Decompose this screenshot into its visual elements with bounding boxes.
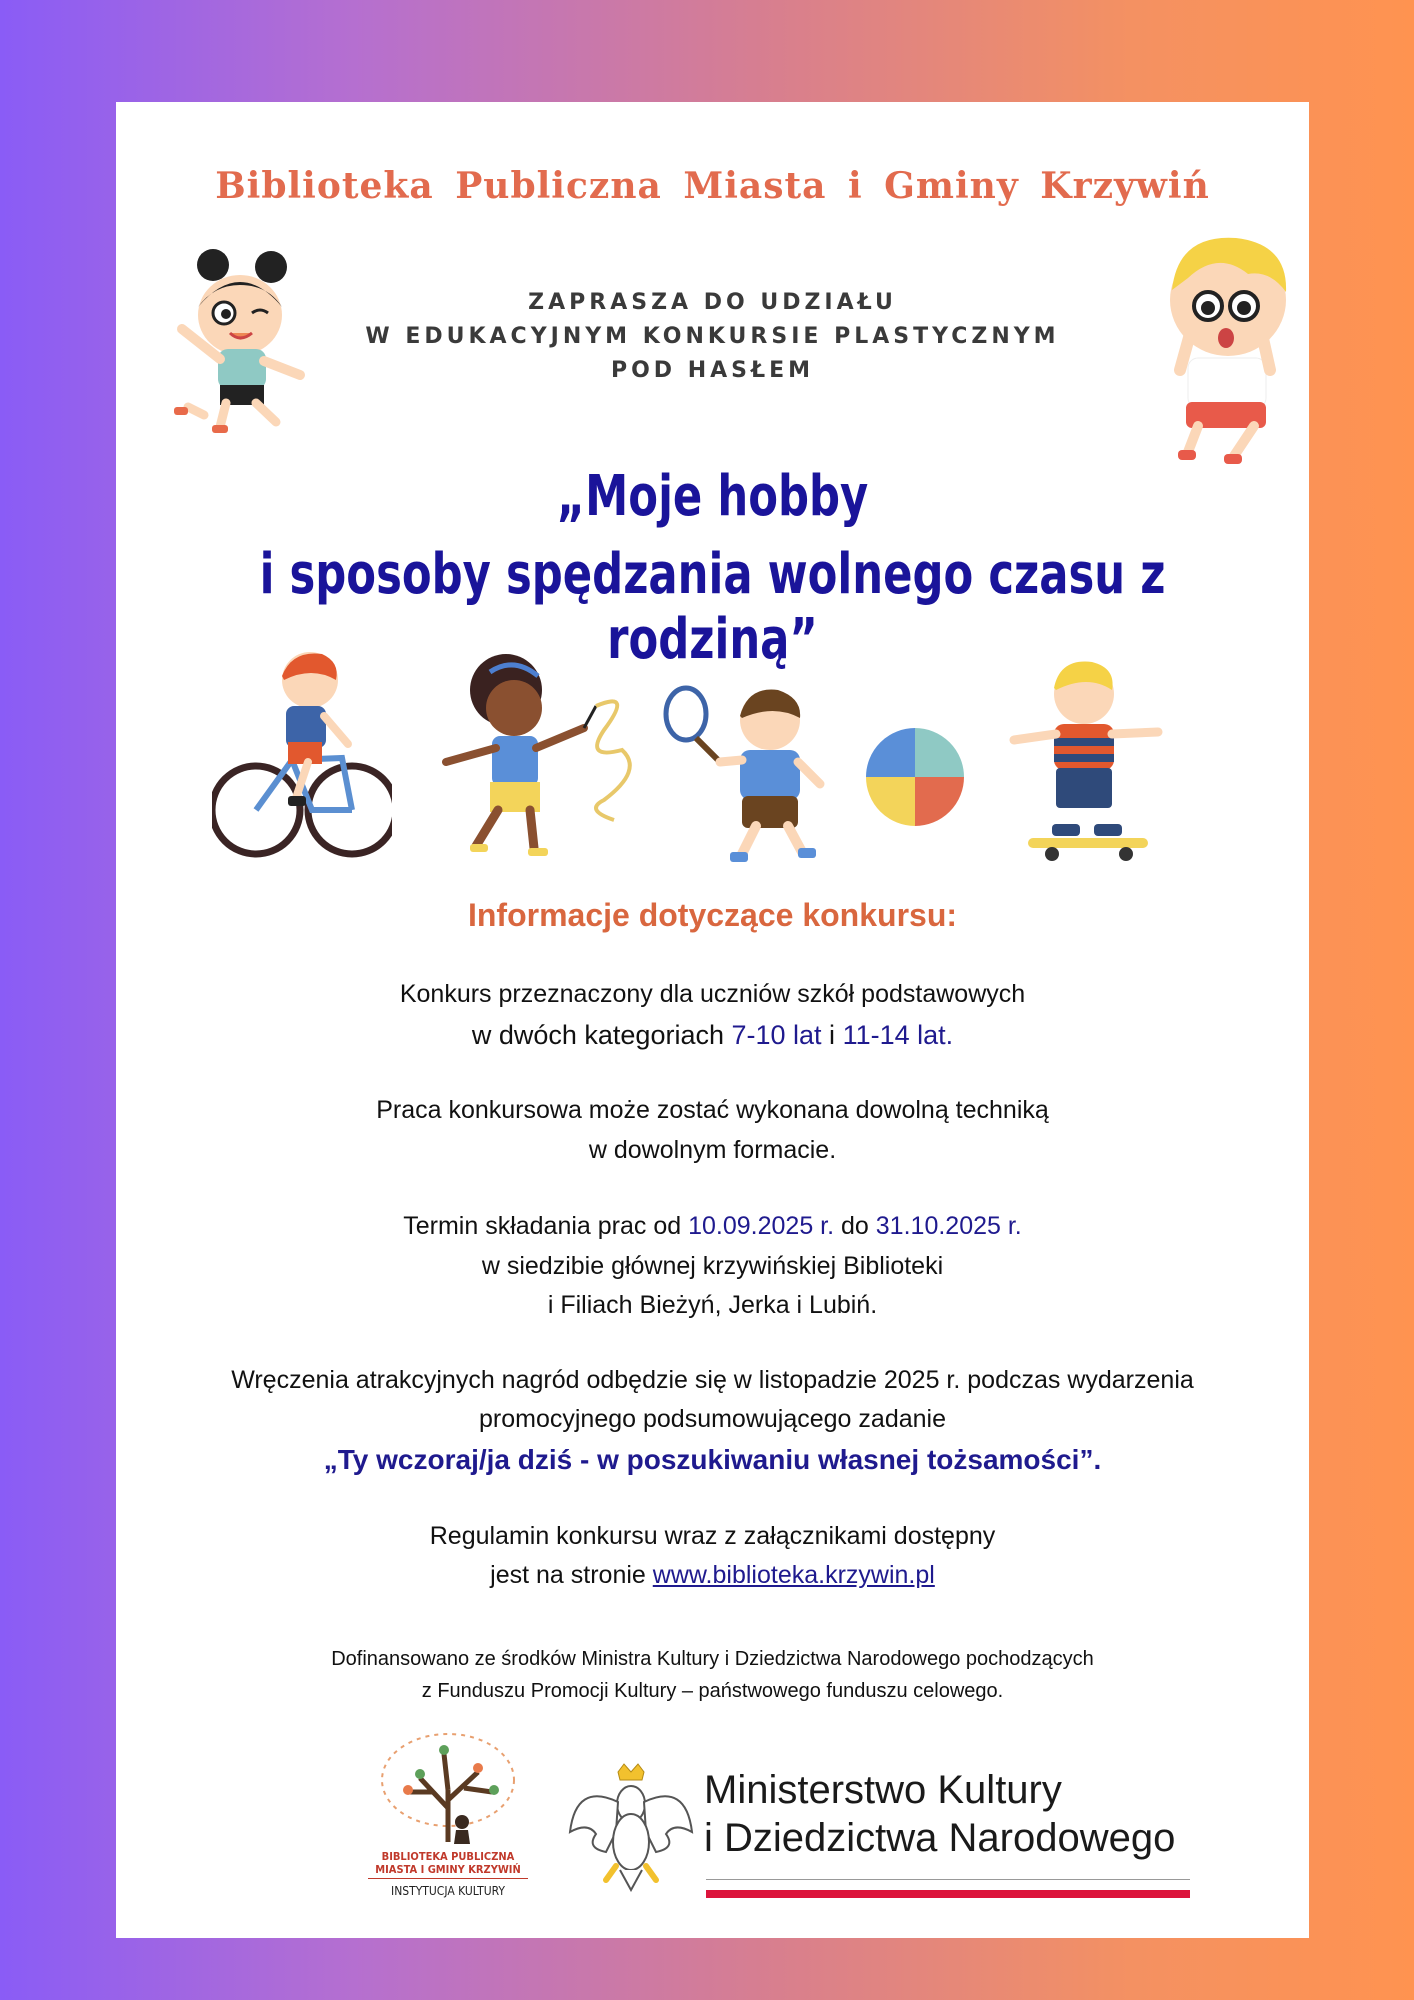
funding-line-1: Dofinansowano ze środków Ministra Kultury i Dziedzictwa Narodowego pochodzących [331, 1648, 1094, 1670]
library-logo-text [368, 1850, 528, 1876]
girl-ribbon-illustration [434, 650, 644, 865]
info-p1-line2 [116, 1020, 1309, 1051]
library-logo-text-2: MIASTA I GMINY KRZYWIŃ [375, 1863, 521, 1876]
age-category-1: 7-10 lat [731, 1020, 822, 1050]
boy-surprised-illustration [1158, 230, 1298, 470]
ministry-name-line-1: Ministerstwo Kultury [704, 1768, 1062, 1812]
library-logo-divider [368, 1878, 528, 1879]
library-website-link[interactable]: www.biblioteka.krzywin.pl [652, 1561, 935, 1589]
info-heading: Informacje dotyczące konkursu: [467, 897, 958, 933]
date-to: 31.10.2025 r. [875, 1212, 1022, 1240]
info-p3-line1 [116, 1212, 1309, 1241]
boy-tennis-illustration [662, 684, 842, 874]
boy-cycling-illustration [212, 650, 392, 860]
library-logo-subtitle: INSTYTUCJA KULTURY [391, 1884, 505, 1898]
info-p3-prefix: Termin składania prac od [403, 1212, 689, 1240]
info-p2-line1: Praca konkursowa może zostać wykonana dowolną techniką [376, 1096, 1049, 1124]
ministry-name-line-2: i Dziedzictwa Narodowego [704, 1816, 1176, 1860]
info-p2-line2: w dowolnym formacie. [588, 1136, 837, 1164]
invitation-line-3: POD HASŁEM [610, 358, 815, 383]
info-p5-prefix: jest na stronie [490, 1561, 653, 1589]
invitation-line-2: W EDUKACYJNYM KONKURSIE PLASTYCZNYM [365, 324, 1060, 349]
date-from: 10.09.2025 r. [688, 1212, 835, 1240]
info-p4-line2: promocyjnego podsumowującego zadanie [479, 1405, 946, 1433]
info-p1-prefix: w dwóch kategoriach [471, 1020, 732, 1050]
age-category-2: 11-14 lat. [842, 1020, 954, 1050]
contest-title-line-2: i sposoby spędzania wolnego czasu z rodziną” [259, 542, 1166, 672]
beach-ball-illustration [862, 724, 968, 830]
invitation-line-1: ZAPRASZA DO UDZIAŁU [528, 290, 897, 315]
tree-reading-logo [368, 1730, 528, 1850]
flag-red-bar [706, 1890, 1190, 1898]
flag-white-line [706, 1879, 1190, 1880]
info-p5-line2 [116, 1561, 1309, 1590]
library-logo-text-1: BIBLIOTEKA PUBLICZNA [381, 1850, 515, 1863]
info-p1-line1: Konkurs przeznaczony dla uczniów szkół podstawowych [399, 980, 1026, 1008]
boy-skateboard-illustration [1008, 654, 1168, 864]
info-p4-line1: Wręczenia atrakcyjnych nagród odbędzie się w listopadzie 2025 r. podczas wydarzenia [231, 1366, 1194, 1394]
info-p3-line3: i Filiach Bieżyń, Jerka i Lubiń. [547, 1291, 878, 1319]
poster-card [116, 102, 1309, 1938]
library-title: Biblioteka Publiczna Miasta i Gminy Krzywiń [215, 165, 1210, 207]
info-p5-line1: Regulamin konkursu wraz z załącznikami dostępny [429, 1522, 996, 1550]
info-p1-and: i [821, 1020, 843, 1050]
contest-title-line-1: „Moje hobby [556, 464, 869, 529]
event-name: „Ty wczoraj/ja dziś - w poszukiwaniu własnej tożsamości”. [323, 1444, 1102, 1475]
info-p3-mid: do [834, 1212, 876, 1240]
funding-line-2: z Funduszu Promocji Kultury – państwowego funduszu celowego. [421, 1680, 1004, 1702]
white-eagle-emblem [566, 1762, 696, 1892]
info-p3-line2: w siedzibie głównej krzywińskiej Biblioteki [481, 1252, 944, 1280]
ministry-name [704, 1766, 1224, 1862]
